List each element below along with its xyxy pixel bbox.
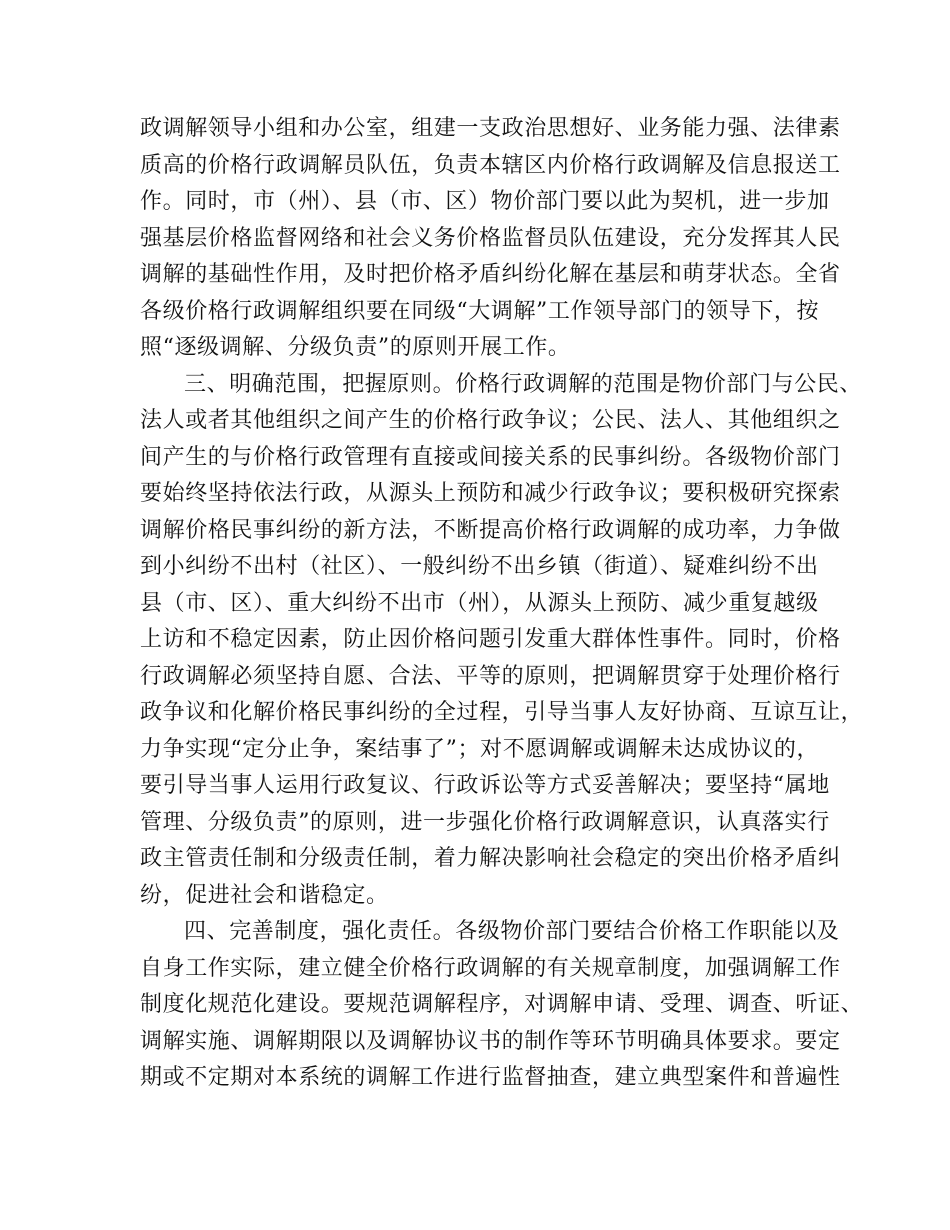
text-line: 上访和不稳定因素，防止因价格问题引发重大群体性事件。同时，价格 — [140, 627, 841, 652]
text-line: 各级价格行政调解组织要在同级“大调解”工作领导部门的领导下，按 — [140, 298, 820, 324]
text-line: 强基层价格监督网络和社会义务价格监督员队伍建设，充分发挥其人民 — [140, 225, 841, 251]
text-line: 政争议和化解价格民事纠纷的全过程，引导当事人友好协商、互谅互让， — [140, 700, 864, 725]
text-line: 自身工作实际，建立健全价格行政调解的有关规章制度，加强调解工作 — [140, 955, 841, 981]
paragraph-heading-line: 四、完善制度，强化责任。各级物价部门要结合价格工作职能以及 — [184, 919, 840, 944]
text-line: 纷，促进社会和谐稳定。 — [140, 882, 389, 908]
text-line: 调解实施、调解期限以及调解协议书的制作等环节明确具体要求。要定 — [140, 1028, 841, 1054]
text-line: 管理、分级负责”的原则，进一步强化价格行政调解意识，认真落实行 — [140, 809, 830, 835]
text-line: 力争实现“定分止争，案结事了”；对不愿调解或调解未达成协议的， — [140, 736, 820, 762]
text-line: 要始终坚持依法行政，从源头上预防和减少行政争议；要积极研究探索 — [140, 481, 841, 506]
text-line: 调解的基础性作用，及时把价格矛盾纠纷化解在基层和萌芽状态。全省 — [140, 262, 841, 287]
text-line: 到小纠纷不出村（社区）、一般纠纷不出乡镇（街道）、疑难纠纷不出 — [140, 554, 819, 579]
text-line: 间产生的与价格行政管理有直接或间接关系的民事纠纷。各级物价部门 — [140, 444, 841, 470]
text-line: 照“逐级调解、分级负责”的原则开展工作。 — [140, 335, 571, 360]
text-line: 政主管责任制和分级责任制，着力解决影响社会稳定的突出价格矛盾纠 — [140, 846, 841, 871]
paragraph-heading-line: 三、明确范围，把握原则。价格行政调解的范围是物价部门与公民、 — [184, 371, 863, 397]
text-line: 质高的价格行政调解员队伍，负责本辖区内价格行政调解及信息报送工 — [140, 152, 841, 178]
text-line: 制度化规范化建设。要规范调解程序，对调解申请、受理、调查、听证、 — [140, 992, 864, 1017]
text-line: 调解价格民事纠纷的新方法，不断提高价格行政调解的成功率，力争做 — [140, 517, 841, 543]
text-line: 行政调解必须坚持自愿、合法、平等的原则，把调解贯穿于处理价格行 — [140, 663, 841, 689]
text-line: 县（市、区）、重大纠纷不出市（州），从源头上预防、减少重复越级 — [140, 590, 819, 616]
text-line: 法人或者其他组织之间产生的价格行政争议；公民、法人、其他组织之 — [140, 408, 841, 433]
body-text — [140, 111, 864, 1097]
text-line: 作。同时，市（州）、县（市、区）物价部门要以此为契机，进一步加 — [140, 189, 830, 214]
text-line: 政调解领导小组和办公室，组建一支政治思想好、业务能力强、法律素 — [140, 116, 841, 141]
text-line: 期或不定期对本系统的调解工作进行监督抽查，建立典型案件和普遍性 — [140, 1065, 841, 1090]
text-line: 要引导当事人运用行政复议、行政诉讼等方式妥善解决；要坚持“属地 — [140, 773, 830, 798]
